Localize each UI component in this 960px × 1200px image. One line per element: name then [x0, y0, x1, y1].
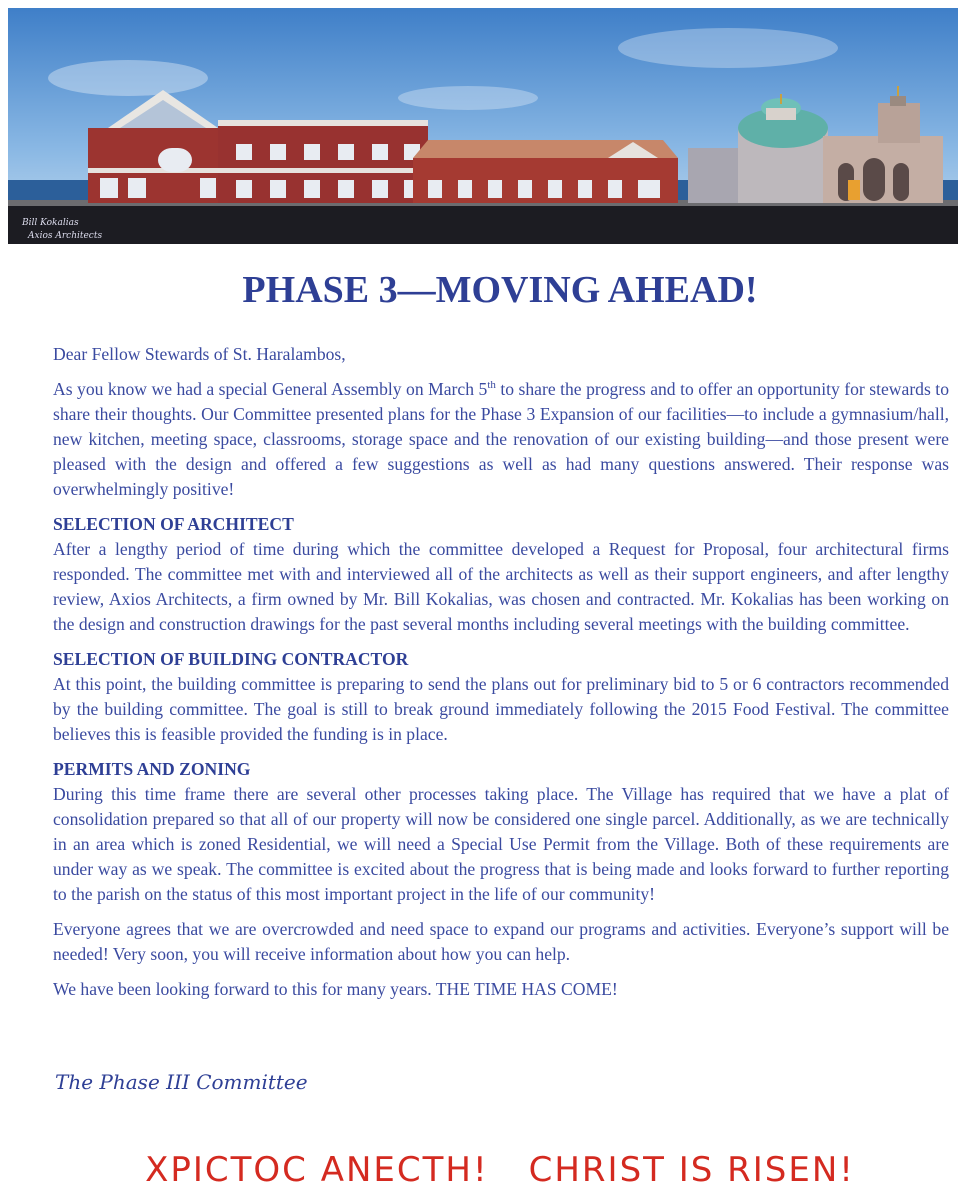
- page-title: PHASE 3—MOVING AHEAD!: [242, 269, 758, 311]
- intro-text-1: As you know we had a special General Assembly on March 5: [53, 379, 488, 399]
- intro-paragraph: [53, 377, 949, 502]
- building-rendering-banner: [8, 8, 958, 244]
- committee-signature: The Phase III Committee: [55, 1070, 308, 1094]
- footer-english-text: CHRIST IS RISEN!: [528, 1150, 855, 1190]
- intro-text-2: to share the progress and to offer an opportunity for stewards to share their thoughts. Our Committee presented plans for the Phase 3 Expansion of our facilities—to include a gymnasium/hall, new kitchen, meeting space, classrooms, storage space and the renovation of our existing building—and those present were pleased with the design and offered a few suggestions as well as had many questions answered. Their response was overwhelmingly positive!: [53, 379, 949, 499]
- closing-paragraph-1: Everyone agrees that we are overcrowded and need space to expand our programs and activities. Everyone’s support will be needed! Very soon, you will receive information about how you can help.: [53, 919, 949, 964]
- footer-banner: [0, 1150, 960, 1190]
- letter-body: [53, 342, 949, 1012]
- intro-superscript: th: [487, 379, 496, 392]
- greeting: Dear Fellow Stewards of St. Haralambos,: [53, 344, 346, 364]
- section-body-contractor: At this point, the building committee is preparing to send the plans out for preliminary bid to 5 or 6 contractors recommended by the building committee. The goal is still to break ground immediately following the 2015 Food Festival. The committee believes this is feasible provided the funding is in place.: [53, 674, 949, 744]
- section-body-architect: After a lengthy period of time during which the committee developed a Request for Proposal, four architectural firms responded. The committee met with and interviewed all of the architects as well as their support engineers, and after lengthy review, Axios Architects, a firm owned by Mr. Bill Kokalias, was chosen and contracted. Mr. Kokalias has been working on the design and construction drawings for the past several months including several meetings with the building committee.: [53, 539, 949, 634]
- section-body-permits: During this time frame there are several other processes taking place. The Village has required that we have a plat of consolidation prepared so that all of our property will now be considered one single parcel. Additionally, as we are technically in an area which is zoned Residential, we will need a Special Use Permit from the Village. Both of these requirements are under way as we speak. The committee is excited about the progress that is being made and looks forward to further reporting to the parish on the status of this most important project in the life of our community!: [53, 784, 949, 904]
- building-rendering-image: [8, 8, 958, 244]
- footer-greek-text: ΧΡΙCΤΟC ΑΝΕCΤΗ!: [145, 1150, 489, 1190]
- closing-paragraph-2: We have been looking forward to this for many years. THE TIME HAS COME!: [53, 979, 618, 999]
- section-heading-permits: PERMITS AND ZONING: [53, 759, 251, 779]
- architect-signature-firm: Axios Architects: [28, 231, 103, 241]
- architect-signature-name: Bill Kokalias: [22, 218, 79, 228]
- section-heading-contractor: SELECTION OF BUILDING CONTRACTOR: [53, 649, 409, 669]
- section-heading-architect: SELECTION OF ARCHITECT: [53, 514, 294, 534]
